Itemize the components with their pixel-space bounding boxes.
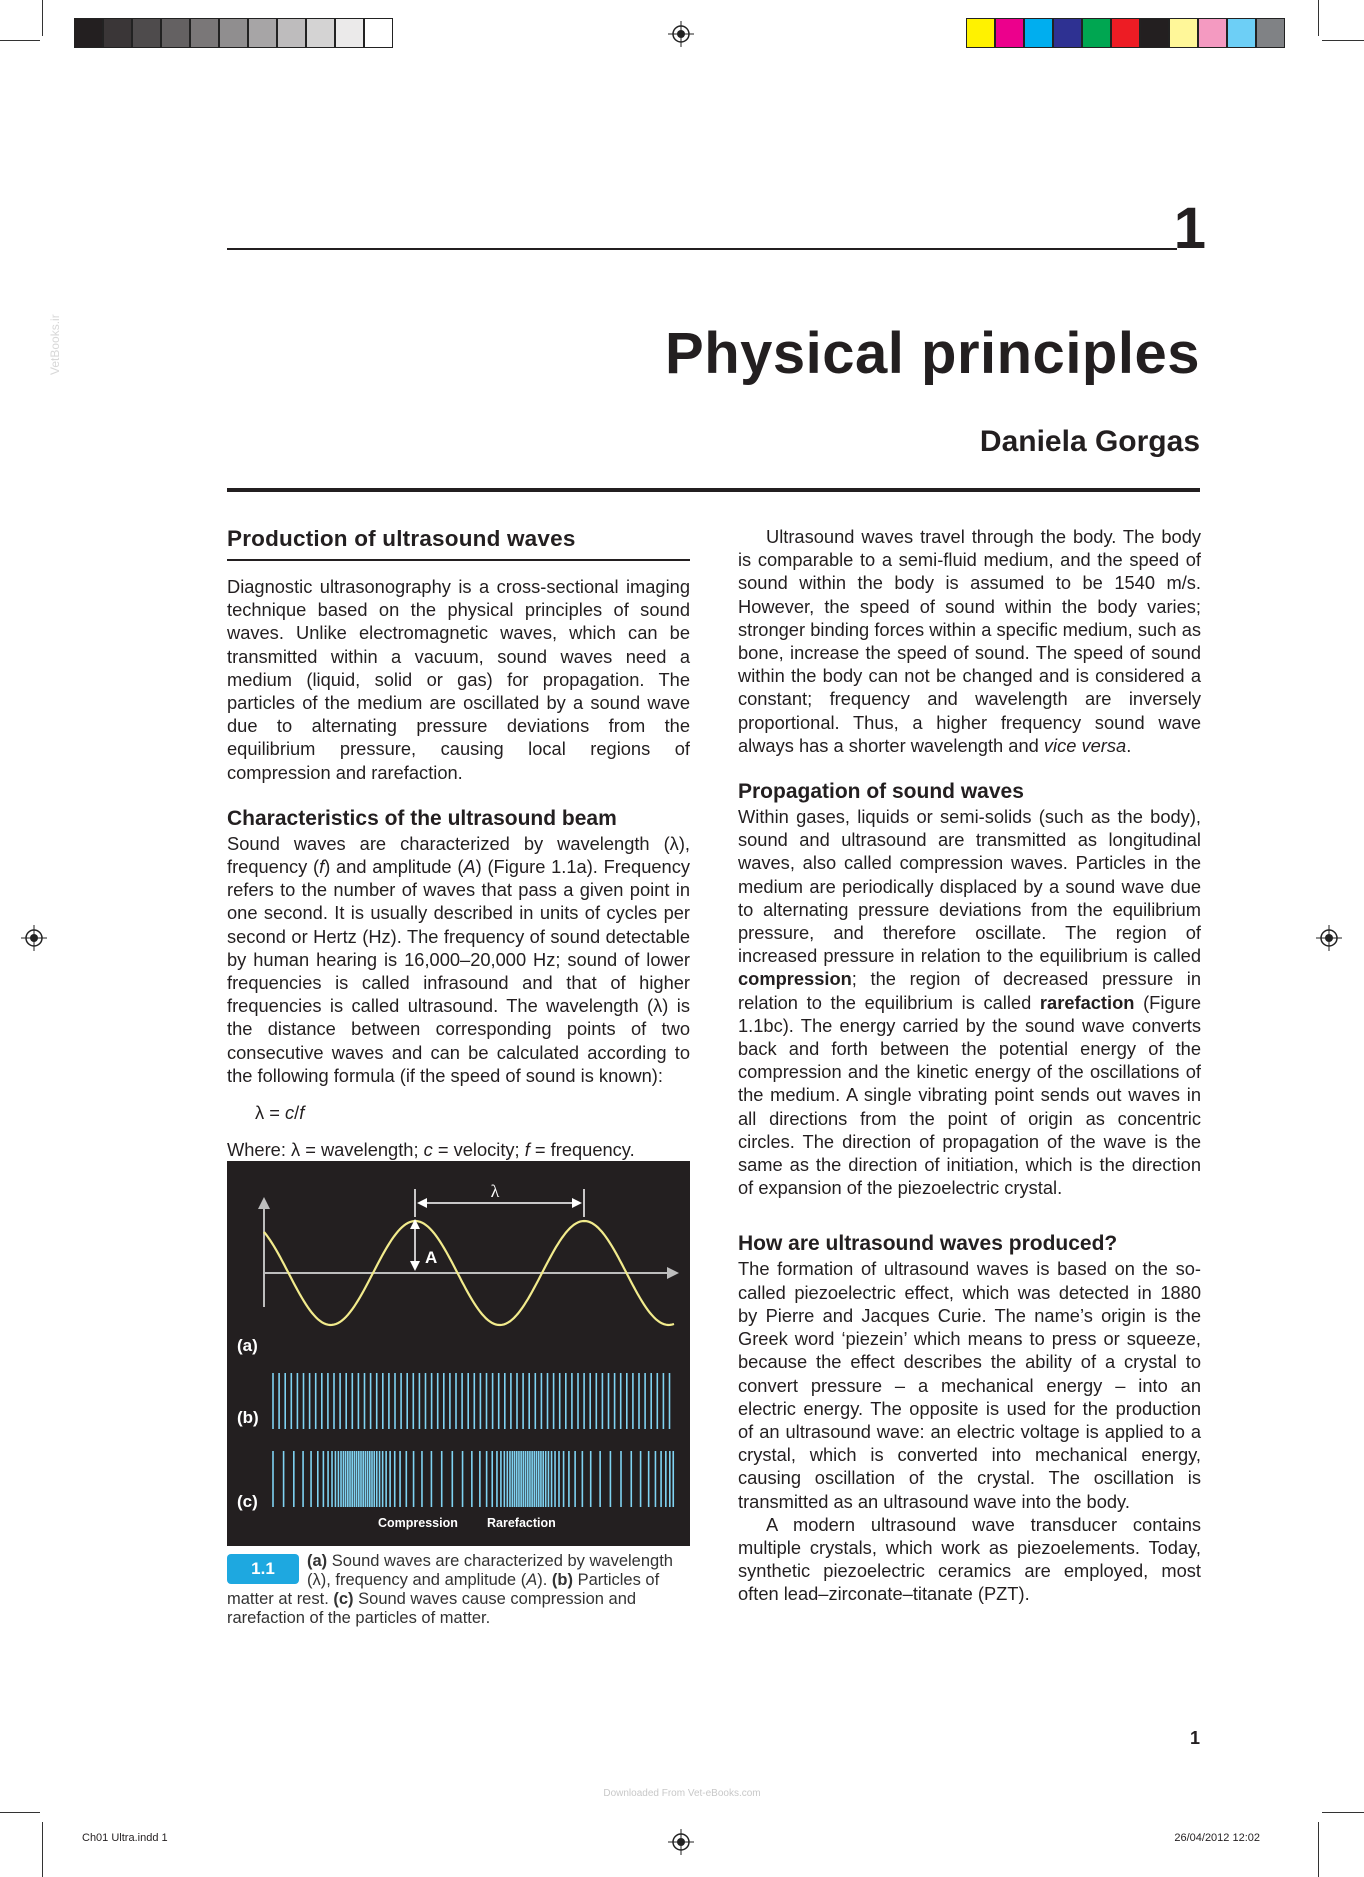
arrow-down-icon bbox=[410, 1261, 420, 1271]
slug-date: 26/04/2012 12:02 bbox=[1174, 1832, 1260, 1844]
color-swatch bbox=[1227, 18, 1256, 48]
color-swatch bbox=[1198, 18, 1227, 48]
gray-swatch bbox=[103, 18, 132, 48]
paragraph: Within gases, liquids or semi-solids (such as the body), sound and ultrasound are transmitted as longitudinal waves, also called compression waves. Particles in the medium are periodically displaced by a sound wave due to alternating pressure deviations from the equilibrium pressure, and therefore oscillate. The region of increased pressure in relation to the equilibrium is called compression; the region of decreased pressure in relation to the equilibrium is called rarefaction (Figure 1.1bc). The energy carried by the sound wave converts back and forth between the potential energy of the compression and the kinetic energy of the oscillations of the medium. A single vibrating point sends out waves in all directions from the point of origin as concentric circles. The direction of propagation of the wave is the same as the direction of initiation, which is the direction of expansion of the piezoelectric crystal. bbox=[738, 806, 1201, 1199]
registration-mark-icon bbox=[21, 925, 47, 951]
crop-mark bbox=[42, 0, 43, 36]
arrow-right-icon bbox=[572, 1198, 582, 1208]
crop-mark bbox=[0, 1812, 40, 1813]
y-axis-arrow-icon bbox=[258, 1197, 270, 1209]
label-lambda: λ bbox=[490, 1181, 500, 1202]
particles-at-rest bbox=[273, 1373, 670, 1429]
crop-mark bbox=[1322, 1812, 1364, 1813]
crop-mark bbox=[1318, 0, 1319, 36]
side-watermark: VetBooks.ir bbox=[48, 314, 62, 375]
download-notice: Downloaded From Vet-eBooks.com bbox=[603, 1788, 761, 1799]
gray-swatch bbox=[364, 18, 393, 48]
gray-swatch bbox=[132, 18, 161, 48]
author-name: Daniela Gorgas bbox=[979, 425, 1200, 458]
crop-mark bbox=[42, 1822, 43, 1877]
gray-swatch bbox=[74, 18, 103, 48]
chapter-top-rule bbox=[227, 248, 1177, 250]
figure-caption: 1.1 (a) Sound waves are characterized by wavelength (λ), frequency and amplitude (A). (b) Particles of matter at rest. (c) Sound waves cause compression and rarefaction of the particles of matter. bbox=[227, 1552, 673, 1628]
color-swatch bbox=[1140, 18, 1169, 48]
wave-diagram bbox=[227, 1161, 690, 1546]
label-c: (c) bbox=[237, 1492, 258, 1512]
label-amplitude: A bbox=[425, 1248, 438, 1268]
registration-mark-icon bbox=[668, 21, 694, 47]
wavelength-formula: λ = c/f bbox=[255, 1102, 305, 1124]
left-column bbox=[227, 525, 690, 1628]
color-swatch bbox=[1024, 18, 1053, 48]
formula-legend: Where: λ = wavelength; c = velocity; f = frequency. bbox=[227, 1139, 635, 1161]
x-axis-arrow-icon bbox=[667, 1267, 679, 1279]
figure-sound-waves bbox=[227, 1161, 690, 1546]
paragraph: Ultrasound waves travel through the body. The body is comparable to a semi-fluid medium, and the speed of sound within the body is assumed to be 1540 m/s. However, the speed of sound within the body varies; stronger binding forces within a specific medium, such as bone, increase the speed of sound. The speed of sound within the body can not be changed and is considered a constant; frequency and wavelength are inversely proportional. Thus, a higher frequency sound wave always has a shorter wavelength and vice versa. bbox=[738, 526, 1201, 756]
slug-filename: Ch01 Ultra.indd 1 bbox=[82, 1832, 168, 1844]
paragraph: Sound waves are characterized by wavelength (λ), frequency (f) and amplitude (A) (Figure 1.1a). Frequency refers to the number of waves that pass a given point in one second. It is usually described in units of cycles per second or Hertz (Hz). The frequency of sound detectable by human hearing is 16,000–20,000 Hz; sound of lower frequencies is called infrasound and that of higher frequencies is called ultrasound. The wavelength (λ) is the distance between corresponding points of two consecutive waves and can be calculated according to the following formula (if the speed of sound is known): bbox=[227, 832, 690, 1086]
subsection-heading: Characteristics of the ultrasound beam bbox=[227, 806, 617, 830]
gray-swatch bbox=[190, 18, 219, 48]
gray-swatch bbox=[306, 18, 335, 48]
registration-mark-icon bbox=[668, 1829, 694, 1855]
label-compression: Compression bbox=[378, 1516, 458, 1531]
color-swatch bbox=[1169, 18, 1198, 48]
color-swatch bbox=[1111, 18, 1140, 48]
page-number: 1 bbox=[1189, 1728, 1200, 1748]
header-divider bbox=[227, 488, 1200, 492]
section-heading: Production of ultrasound waves bbox=[227, 525, 690, 561]
gray-swatch bbox=[248, 18, 277, 48]
chapter-number: 1 bbox=[1173, 196, 1206, 261]
right-column bbox=[738, 525, 1201, 1606]
crop-mark bbox=[1318, 1822, 1319, 1877]
gray-swatch bbox=[277, 18, 306, 48]
gray-swatch bbox=[219, 18, 248, 48]
registration-mark-icon bbox=[1316, 925, 1342, 951]
crop-mark bbox=[0, 40, 40, 41]
subsection-heading: How are ultrasound waves produced? bbox=[738, 1232, 1118, 1256]
paragraph: Diagnostic ultrasonography is a cross-sectional imaging technique based on the physical principles of sound waves. Unlike electromagnetic waves, which can be transmitted within a vacuum, sound waves need a medium (liquid, solid or gas) for propagation. The particles of the medium are oscillated by a sound wave due to alternating pressure deviations from the equilibrium pressure, causing local regions of compression and rarefaction. bbox=[227, 576, 690, 783]
paragraph: A modern ultrasound wave transducer contains multiple crystals, which work as piezoelements. Today, synthetic piezoelectric ceramics are employed, most often lead–zirconate–titanate (PZT). bbox=[738, 1513, 1201, 1605]
label-rarefaction: Rarefaction bbox=[487, 1516, 556, 1531]
color-swatch bbox=[1082, 18, 1111, 48]
arrow-left-icon bbox=[417, 1198, 427, 1208]
subsection-heading: Propagation of sound waves bbox=[738, 780, 1024, 804]
label-b: (b) bbox=[237, 1408, 259, 1428]
chapter-title: Physical principles bbox=[665, 321, 1200, 386]
particles-compressed bbox=[273, 1451, 673, 1507]
label-a: (a) bbox=[237, 1336, 258, 1356]
gray-swatch bbox=[335, 18, 364, 48]
color-swatch bbox=[1053, 18, 1082, 48]
color-swatch bbox=[966, 18, 995, 48]
color-swatch bbox=[995, 18, 1024, 48]
figure-number-badge: 1.1 bbox=[227, 1554, 299, 1584]
color-swatch bbox=[1256, 18, 1285, 48]
gray-swatch bbox=[161, 18, 190, 48]
paragraph: The formation of ultrasound waves is based on the so-called piezoelectric effect, which was detected in 1880 by Pierre and Jacques Curie. The name’s origin is the Greek word ‘piezein’ which means to press or squeeze, because the effect describes the ability of a crystal to convert pressure – a mechanical energy – into an electric energy. The opposite is used for the production of an ultrasound wave: an electric voltage is applied to a crystal, which is converted into mechanical energy, causing oscillation of the crystal. The oscillation is transmitted as an ultrasound wave into the body. bbox=[738, 1258, 1201, 1512]
crop-mark bbox=[1322, 40, 1364, 41]
